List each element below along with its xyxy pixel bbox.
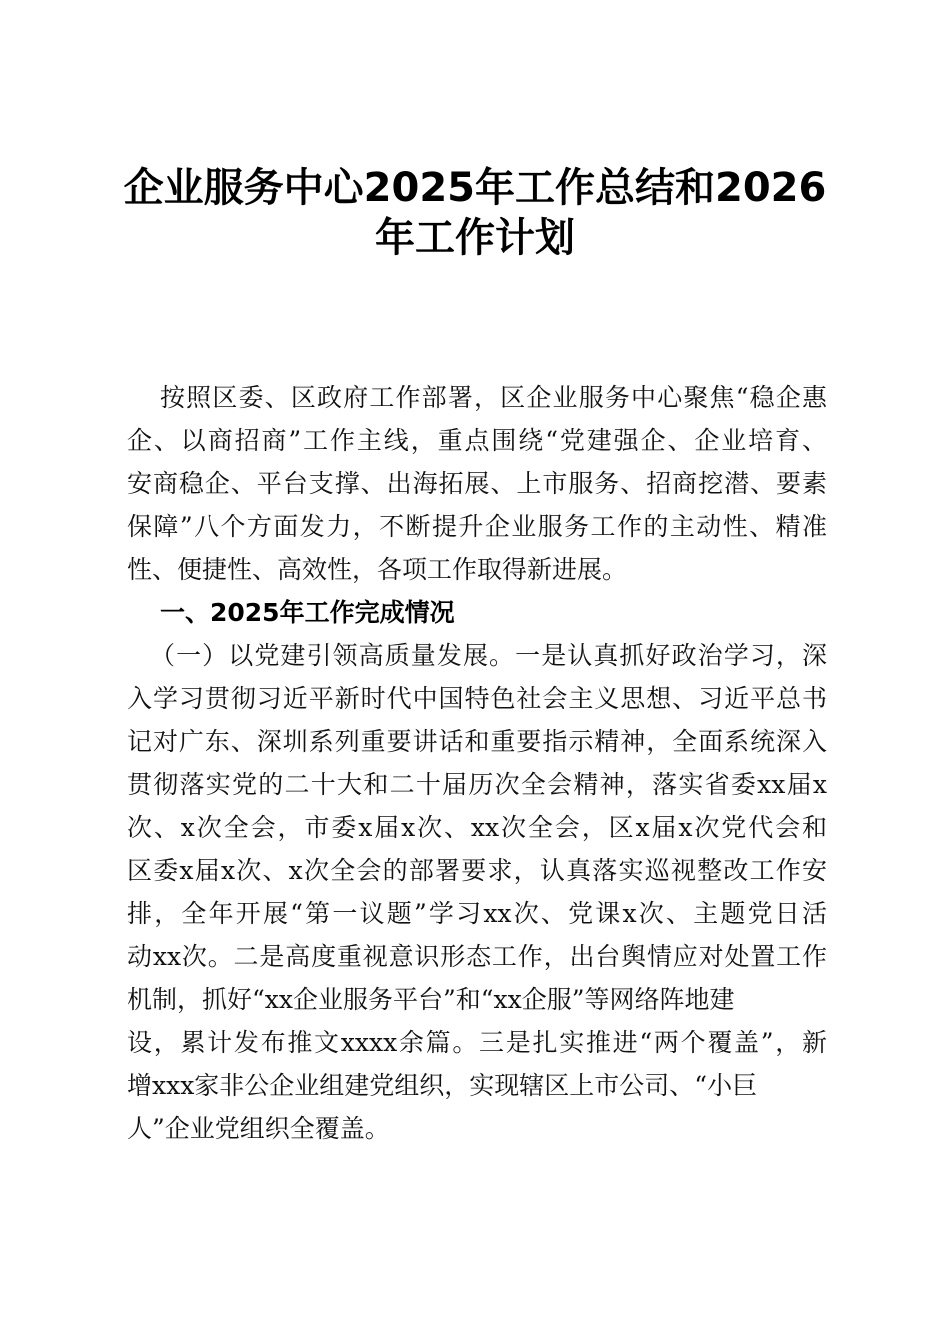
subsection-paragraph-line: 机制，抓好“xx企业服务平台”和“xx企服”等网络阵地建 xyxy=(127,985,735,1014)
subsection-paragraph-line: 区委x届x次、x次全会的部署要求，认真落实巡视整改工作安 xyxy=(127,856,827,885)
subsection-paragraph-line: 记对广东、深圳系列重要讲话和重要指示精神，全面系统深入 xyxy=(127,727,827,756)
subsection-paragraph-line: 增xxx家非公企业组建党组织，实现辖区上市公司、“小巨 xyxy=(127,1071,758,1100)
subsection-paragraph-line: （一）以党建引领高质量发展。一是认真抓好政治学习，深 xyxy=(150,641,827,670)
document-title-line-2: 年工作计划 xyxy=(375,215,575,261)
intro-paragraph-line: 性、便捷性、高效性，各项工作取得新进展。 xyxy=(127,555,628,584)
subsection-paragraph-line: 动xx次。二是高度重视意识形态工作，出台舆情应对处置工作 xyxy=(127,942,827,971)
document-title-line-1: 企业服务中心2025年工作总结和2026 xyxy=(123,165,827,211)
intro-paragraph-line: 安商稳企、平台支撑、出海拓展、上市服务、招商挖潜、要素 xyxy=(127,469,827,498)
intro-paragraph-line: 保障”八个方面发力，不断提升企业服务工作的主动性、精准 xyxy=(127,512,827,541)
subsection-paragraph-line: 入学习贯彻习近平新时代中国特色社会主义思想、习近平总书 xyxy=(127,684,827,713)
subsection-paragraph-line: 排，全年开展“第一议题”学习xx次、党课x次、主题党日活 xyxy=(127,899,827,928)
subsection-paragraph-line: 设，累计发布推文xxxx余篇。三是扎实推进“两个覆盖”，新 xyxy=(127,1028,827,1057)
subsection-paragraph-line: 人”企业党组织全覆盖。 xyxy=(127,1114,390,1143)
intro-paragraph-line: 按照区委、区政府工作部署，区企业服务中心聚焦“稳企惠 xyxy=(160,383,827,412)
intro-paragraph-line: 企、以商招商”工作主线，重点围绕“党建强企、企业培育、 xyxy=(127,426,827,455)
subsection-paragraph-line: 次、x次全会，市委x届x次、xx次全会，区x届x次党代会和 xyxy=(127,813,827,842)
section-heading: 一、2025年工作完成情况 xyxy=(160,598,455,627)
subsection-paragraph-line: 贯彻落实党的二十大和二十届历次全会精神，落实省委xx届x xyxy=(127,770,827,799)
